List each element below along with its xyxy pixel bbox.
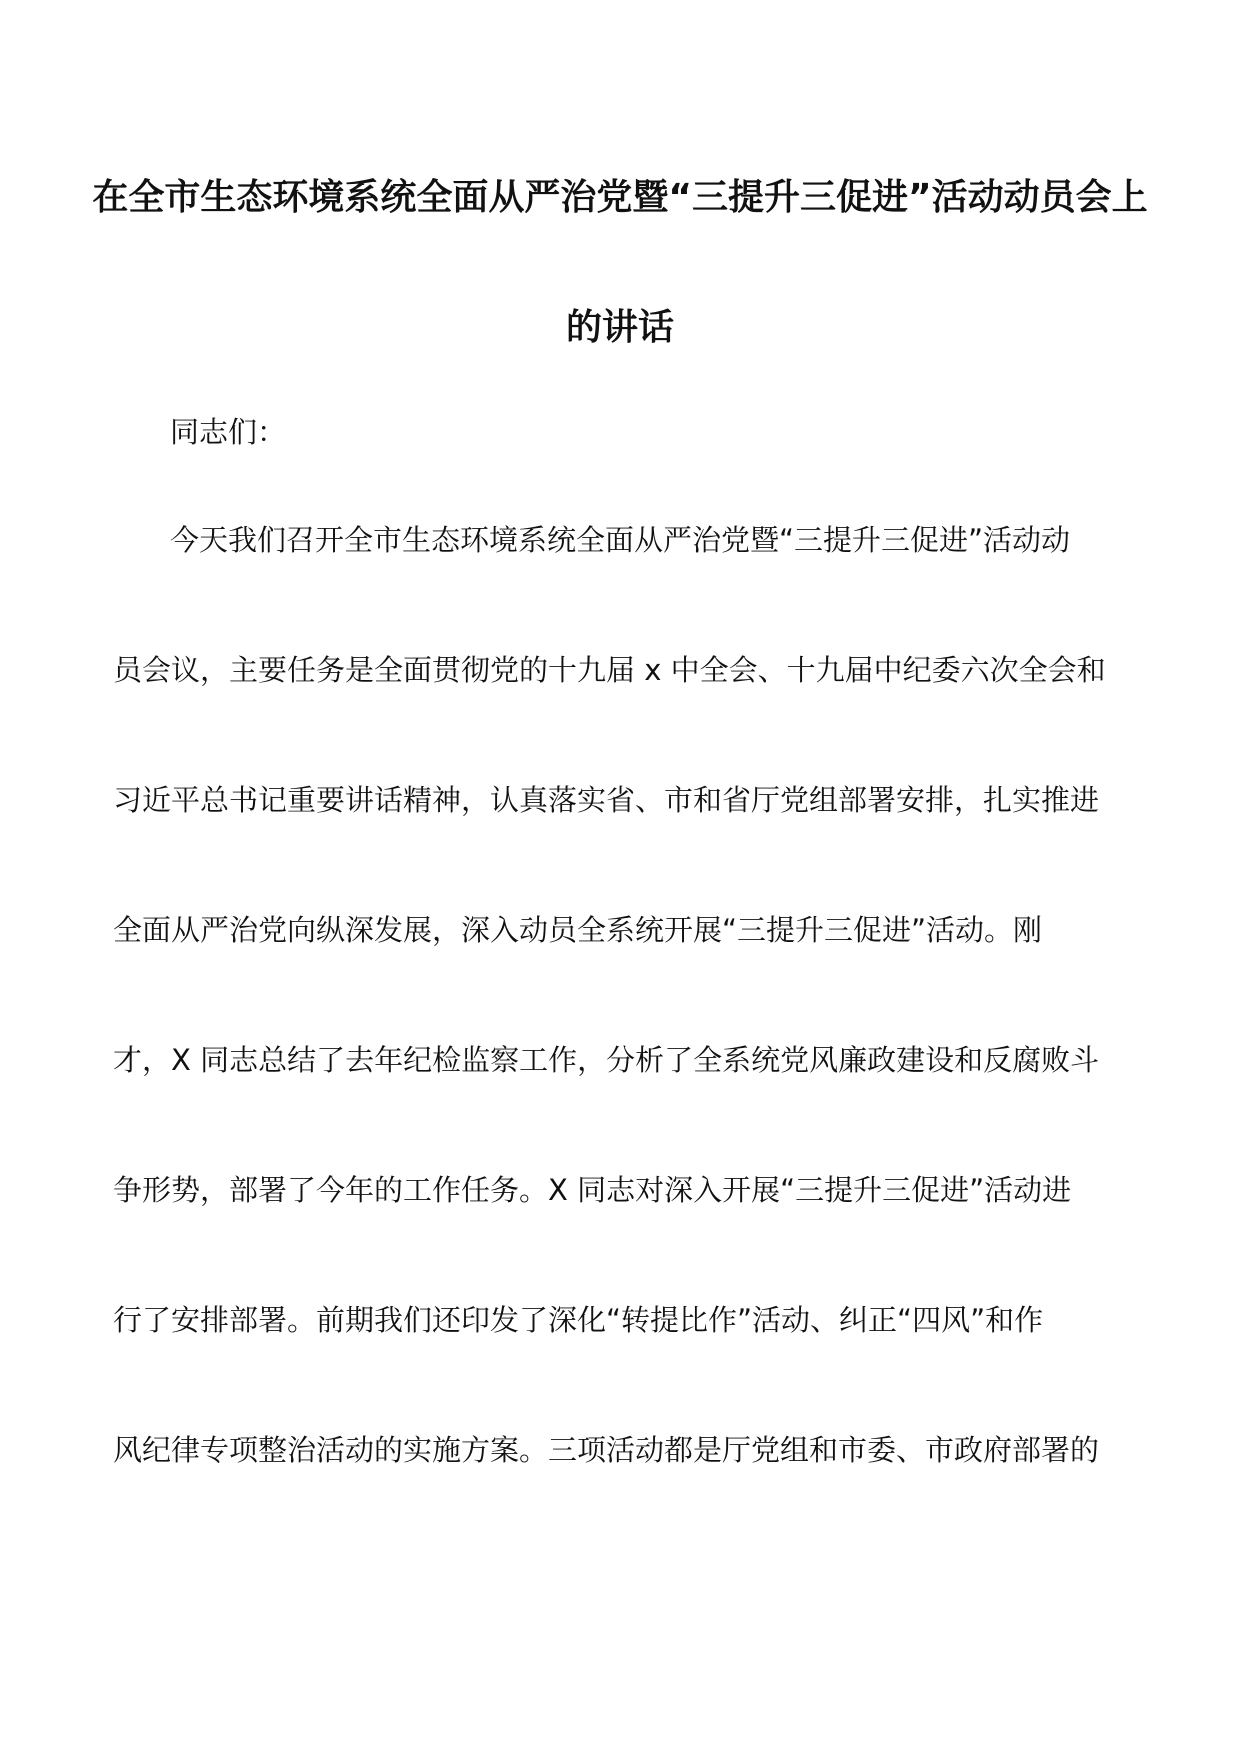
salutation: 同志们： [170, 415, 287, 449]
paragraph-line: 习近平总书记重要讲话精神，认真落实省、市和省厅党组部署安排，扎实推进 [113, 783, 1100, 817]
paragraph-line: 争形势，部署了今年的工作任务。X 同志对深入开展“三提升三促进”活动进 [113, 1173, 1072, 1207]
paragraph-line: 今天我们召开全市生态环境系统全面从严治党暨“三提升三促进”活动动 [170, 523, 1071, 557]
document-title-line-2: 的讲话 [565, 307, 674, 348]
paragraph-line: 全面从严治党向纵深发展，深入动员全系统开展“三提升三促进”活动。刚 [113, 913, 1043, 947]
document-title-line-1: 在全市生态环境系统全面从严治党暨“三提升三促进”活动动员会上 [92, 177, 1148, 218]
paragraph-line: 员会议，主要任务是全面贯彻党的十九届 x 中全会、十九届中纪委六次全会和 [113, 653, 1106, 687]
paragraph-line: 风纪律专项整治活动的实施方案。三项活动都是厅党组和市委、市政府部署的 [113, 1433, 1100, 1467]
paragraph-line: 行了安排部署。前期我们还印发了深化“转提比作”活动、纠正“四风”和作 [113, 1303, 1044, 1337]
paragraph-line: 才，X 同志总结了去年纪检监察工作，分析了全系统党风廉政建设和反腐败斗 [113, 1043, 1100, 1077]
